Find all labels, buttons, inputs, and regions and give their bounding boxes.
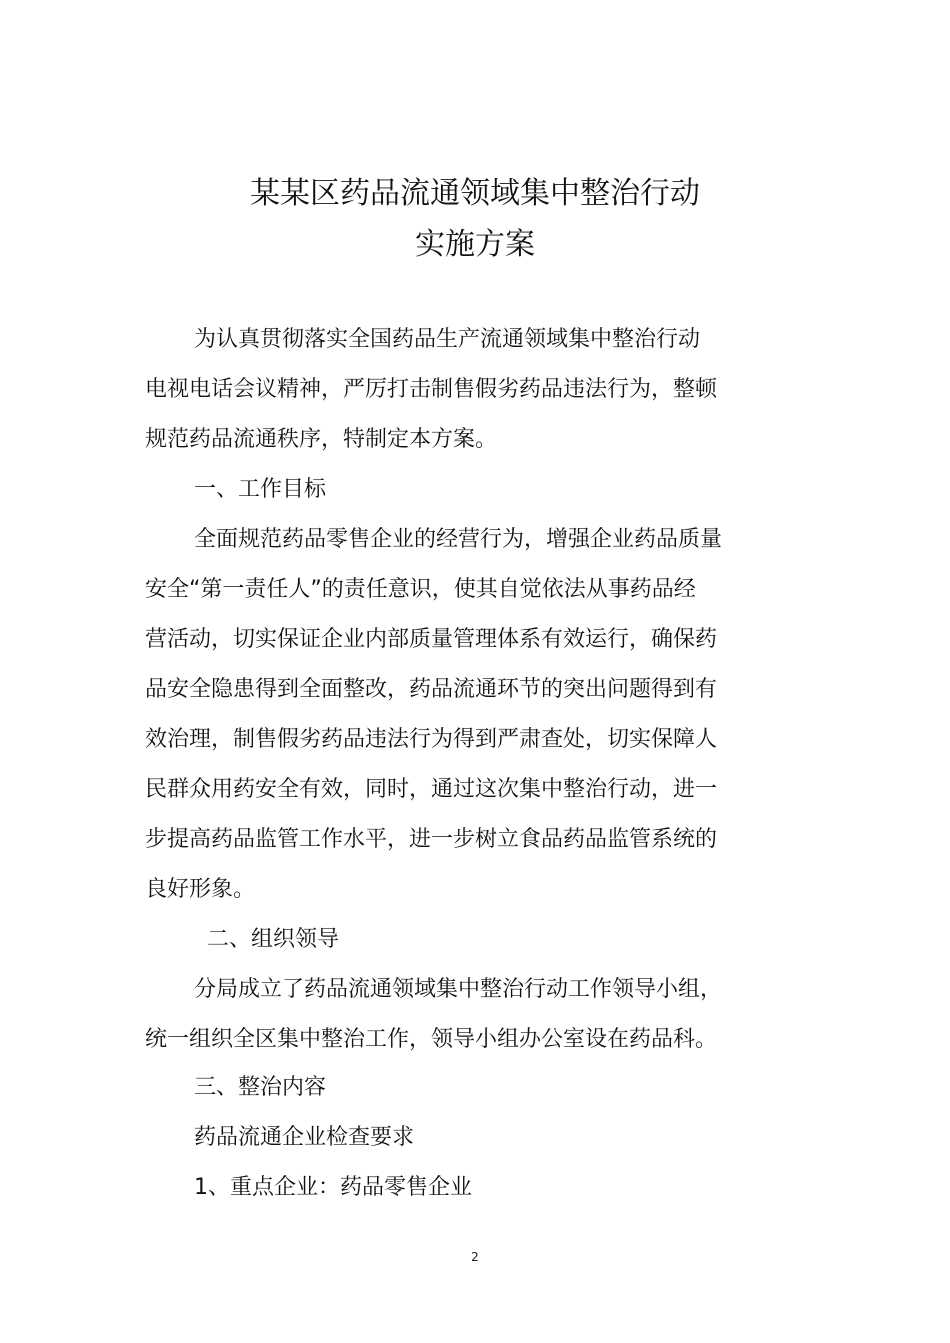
content-item-1: 1、重点企业：药品零售企业	[194, 1175, 472, 1200]
organization-line-1: 分局成立了药品流通领域集中整治行动工作领导小组，	[194, 977, 723, 1002]
document-title: 某某区药品流通领域集中整治行动	[250, 176, 700, 211]
section-heading-content: 三、整治内容	[194, 1075, 327, 1100]
section-heading-organization: 二、组织领导	[207, 927, 340, 952]
page-number: 2	[471, 1250, 479, 1264]
goals-line-7: 步提高药品监管工作水平，进一步树立食品药品监管系统的	[145, 827, 718, 852]
section-heading-goals: 一、工作目标	[194, 477, 327, 502]
goals-line-5: 效治理，制售假劣药品违法行为得到严肃查处，切实保障人	[145, 727, 718, 752]
goals-line-2: 安全“第一责任人”的责任意识，使其自觉依法从事药品经	[145, 577, 696, 602]
document-subtitle: 实施方案	[415, 227, 535, 262]
intro-line-1: 为认真贯彻落实全国药品生产流通领域集中整治行动	[194, 327, 701, 352]
content-subheading: 药品流通企业检查要求	[194, 1125, 415, 1150]
goals-line-3: 营活动，切实保证企业内部质量管理体系有效运行，确保药	[145, 627, 718, 652]
goals-line-8: 良好形象。	[145, 877, 256, 902]
goals-line-1: 全面规范药品零售企业的经营行为，增强企业药品质量	[194, 527, 723, 552]
goals-line-6: 民群众用药安全有效，同时，通过这次集中整治行动，进一	[145, 777, 718, 802]
goals-line-4: 品安全隐患得到全面整改，药品流通环节的突出问题得到有	[145, 677, 718, 702]
intro-line-3: 规范药品流通秩序，特制定本方案。	[145, 427, 498, 452]
intro-line-2: 电视电话会议精神，严厉打击制售假劣药品违法行为，整顿	[145, 377, 718, 402]
organization-line-2: 统一组织全区集中整治工作，领导小组办公室设在药品科。	[145, 1027, 718, 1052]
